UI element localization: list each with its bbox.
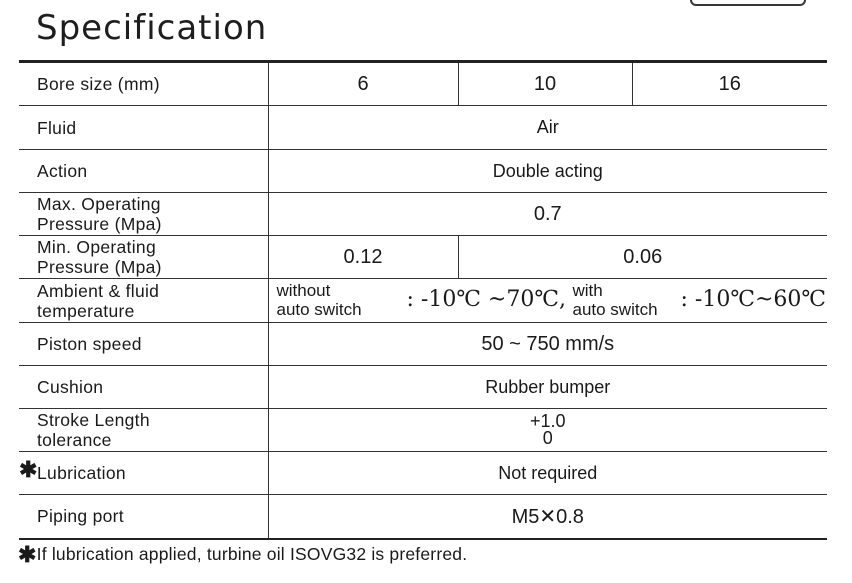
stroke-tolerance-value: +1.0 0: [268, 409, 827, 452]
temperature-label: Ambient & fluid temperature: [19, 279, 268, 323]
lubrication-label: ✱ Lubrication: [19, 452, 268, 495]
lubrication-value: Not required: [268, 452, 827, 495]
table-row-bore-size: [19, 62, 827, 106]
footnote-text: If lubrication applied, turbine oil ISOVG32 is preferred.: [36, 544, 468, 564]
table-row-piping-port: [19, 495, 827, 539]
table-row-stroke-tolerance: [19, 409, 827, 452]
piston-speed-label: Piston speed: [19, 323, 268, 366]
action-label: Action: [19, 150, 268, 193]
page-title: Specification: [36, 8, 268, 48]
footnote: [18, 542, 467, 568]
min-pressure-value-10-16: 0.06: [458, 236, 827, 279]
table-row-action: [19, 150, 827, 193]
table-row-lubrication: [19, 452, 827, 495]
asterisk-icon: ✱: [19, 457, 38, 482]
min-pressure-label: Min. Operating Pressure (Mpa): [19, 236, 268, 279]
piston-speed-value: 50 ~ 750 mm/s: [268, 323, 827, 366]
table-row-max-pressure: [19, 193, 827, 236]
cushion-label: Cushion: [19, 366, 268, 409]
bore-size-16: 16: [632, 62, 827, 106]
bore-size-label: Bore size (mm): [19, 62, 268, 106]
table-row-cushion: [19, 366, 827, 409]
table-row-piston-speed: [19, 323, 827, 366]
max-pressure-label: Max. Operating Pressure (Mpa): [19, 193, 268, 236]
piping-port-value: M5✕0.8: [268, 495, 827, 539]
bore-size-10: 10: [458, 62, 632, 106]
action-value: Double acting: [268, 150, 827, 193]
specification-table: [19, 60, 827, 540]
piping-port-label: Piping port: [19, 495, 268, 539]
min-pressure-value-6: 0.12: [268, 236, 458, 279]
without-auto-switch-label: without auto switch: [276, 281, 362, 319]
stroke-tolerance-label: Stroke Length tolerance: [19, 409, 268, 452]
table-row-min-pressure: [19, 236, 827, 279]
max-pressure-value: 0.7: [268, 193, 827, 236]
table-row-fluid: [19, 106, 827, 150]
cushion-value: Rubber bumper: [268, 366, 827, 409]
fluid-label: Fluid: [19, 106, 268, 150]
footnote-asterisk-icon: ✱: [18, 542, 37, 567]
table-row-temperature: [19, 279, 827, 323]
top-corner-bracket: [690, 0, 806, 6]
with-switch-range: : -10℃~60℃: [680, 287, 826, 312]
with-auto-switch-label: with auto switch: [572, 281, 658, 319]
fluid-value: Air: [268, 106, 827, 150]
bore-size-6: 6: [268, 62, 458, 106]
without-switch-range: : -10℃ ~70℃,: [406, 287, 566, 312]
temperature-value: [268, 279, 827, 323]
